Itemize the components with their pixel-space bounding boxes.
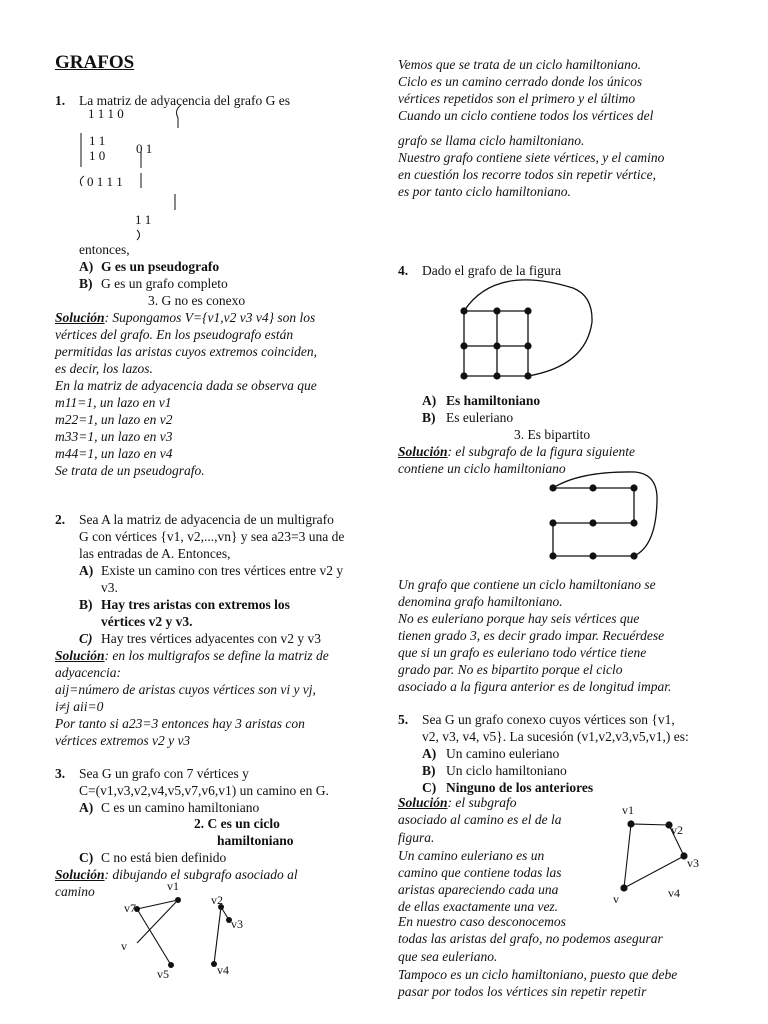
solution-line: : en los multigrafos se define la matriz de (104, 648, 329, 663)
graph-vertex (493, 372, 500, 379)
vertex-label: v4 (217, 963, 229, 977)
solution-label: Solución (55, 867, 105, 882)
solution-line: asociado al camino es el de la (398, 812, 562, 827)
solution-line: : el subgrafo (447, 795, 517, 810)
solution-line: adyacencia: (55, 665, 121, 680)
solution-line: todas las aristas del grafo, no podemos asegurar (398, 931, 663, 946)
q5-option-a-label: A) (422, 746, 437, 761)
vertex-label: v2 (211, 893, 223, 907)
matrix-row: 1 1 (135, 212, 152, 227)
q1-option-b-label: B) (79, 276, 93, 291)
q3-line: Sea G un grafo con 7 vértices y (79, 766, 249, 781)
solution-label: Solución (398, 444, 448, 459)
q5-number: 5. (398, 712, 409, 727)
q5-option-c-label: C) (422, 780, 437, 795)
q3-option-c: C no está bien definido (101, 850, 227, 865)
matrix-brackets (60, 100, 260, 240)
q4-after-line: tienen grado 3, es decir grado impar. Recuérdese (398, 628, 665, 643)
solution-line: i≠j aii=0 (55, 699, 104, 714)
q1-then: entonces, (79, 242, 130, 257)
solution-line: vértices del grafo. En los pseudografo están (55, 327, 294, 342)
graph-vertex (175, 897, 181, 903)
solution-line: Se trata de un pseudografo. (55, 463, 205, 478)
q1-option-b: G es un grafo completo (101, 276, 228, 291)
solution-line: que sea euleriano. (398, 949, 498, 964)
q4-hamiltonian-cycle (540, 466, 700, 566)
q2-option-b-label: B) (79, 597, 93, 612)
q4-option-a: Es hamiltoniano (446, 393, 541, 408)
q4-prompt: Dado el grafo de la figura (422, 263, 562, 278)
q5-option-b: Un ciclo hamiltoniano (446, 763, 567, 778)
solution-line: contiene un ciclo hamiltoniano (398, 461, 566, 476)
graph-vertex (460, 307, 467, 314)
q4-number: 4. (398, 263, 409, 278)
q2-option-b: Hay tres aristas con extremos los (101, 597, 290, 612)
q1-option-a-label: A) (79, 259, 94, 274)
right-line: en cuestión los recorre todos sin repetir vértice, (398, 167, 656, 182)
matrix-row: 1 1 (89, 133, 106, 148)
graph-vertex (524, 307, 531, 314)
q4-after-line: grado par. No es bipartito porque el ciclo (398, 662, 623, 677)
q1-prompt: La matriz de adyacencia del grafo G es (79, 93, 291, 108)
right-line: Vemos que se trata de un ciclo hamiltoniano. (398, 57, 641, 72)
solution-line: aij=número de aristas cuyos vértices son vi y vj, (55, 682, 316, 697)
right-line: Nuestro grafo contiene siete vértices, y el camino (398, 150, 665, 165)
graph-vertex (493, 342, 500, 349)
q2-option-c: Hay tres vértices adyacentes con v2 y v3 (101, 631, 322, 646)
solution-line: m44=1, un lazo en v4 (55, 446, 173, 461)
graph-vertex (493, 307, 500, 314)
q5-line: v2, v3, v4, v5}. La sucesión (v1,v2,v3,v5,v1,) es: (422, 729, 689, 744)
solution-line: m11=1, un lazo en v1 (55, 395, 172, 410)
graph-vertex (630, 484, 637, 491)
q5-option-c: Ninguno de los anteriores (446, 780, 594, 795)
matrix-row: 0 1 1 1 (87, 174, 123, 189)
graph-edge (137, 900, 178, 943)
vertex-label: v3 (687, 856, 699, 870)
graph-vertex (460, 342, 467, 349)
matrix-row: 1 0 (89, 148, 106, 163)
graph-edge (137, 900, 178, 909)
vertex-label: v1 (167, 879, 179, 893)
graph-vertex (549, 484, 556, 491)
q3-option-b: hamiltoniano (217, 833, 294, 848)
q1-solution (55, 309, 315, 326)
matrix-row: 1 1 1 0 (88, 106, 124, 121)
solution-line: Un camino euleriano es un (398, 848, 545, 863)
graph-vertex (524, 372, 531, 379)
solution-line: pasar por todos los vértices sin repetir repetir (398, 984, 647, 999)
q3-option-a-label: A) (79, 800, 94, 815)
right-line: grafo se llama ciclo hamiltoniano. (398, 133, 585, 148)
q2-line: Sea A la matriz de adyacencia de un multigrafo (79, 512, 334, 527)
q3-graph (115, 878, 275, 998)
solution-line: Tampoco es un ciclo hamiltoniano, puesto que debe (398, 967, 678, 982)
solution-line: : el subgrafo de la figura siguiente (447, 444, 636, 459)
solution-line: En la matriz de adyacencia dada se observa que (55, 378, 317, 393)
solution-line: vértices extremos v2 y v3 (55, 733, 191, 748)
graph-vertex (627, 820, 634, 827)
solution-line: de ellas exactamente una vez. (398, 899, 559, 914)
graph-vertex (549, 519, 556, 526)
q2-option-a: Existe un camino con tres vértices entre v2 y (101, 563, 344, 578)
vertex-label: v (613, 892, 619, 906)
solution-line: m33=1, un lazo en v3 (55, 429, 173, 444)
solution-line: Por tanto si a23=3 entonces hay 3 aristas con (55, 716, 305, 731)
q2-option-a-label: A) (79, 563, 94, 578)
q2-option-b: vértices v2 y v3. (101, 614, 193, 629)
vertex-label: v5 (157, 967, 169, 981)
q5-option-b-label: B) (422, 763, 436, 778)
q2-line: las entradas de A. Entonces, (79, 546, 231, 561)
q4-after-line: Un grafo que contiene un ciclo hamiltoniano se (398, 577, 656, 592)
graph-edge (214, 907, 221, 964)
right-line: Cuando un ciclo contiene todos los vértices del (398, 108, 654, 123)
solution-line: camino que contiene todas las (398, 865, 562, 880)
q4-option-b: Es euleriano (446, 410, 514, 425)
q2-solution (55, 647, 329, 664)
graph-vertex (589, 519, 596, 526)
q4-after-line: asociado a la figura anterior es de longitud impar. (398, 679, 672, 694)
q4-option-c: 3. Es bipartito (514, 427, 591, 442)
page-title: GRAFOS (55, 52, 135, 73)
q4-after-line: denomina grafo hamiltoniano. (398, 594, 563, 609)
solution-line: es decir, los lazos. (55, 361, 153, 376)
q2-line: G con vértices {v1, v2,...,vn} y sea a23=3 una de (79, 529, 345, 544)
solution-line: m22=1, un lazo en v2 (55, 412, 173, 427)
q5-solution (398, 794, 517, 811)
graph-vertex (630, 519, 637, 526)
q3-option-c-label: C) (79, 850, 94, 865)
graph-vertex (524, 342, 531, 349)
q2-number: 2. (55, 512, 66, 527)
q5-graph (605, 800, 715, 910)
vertex-label: v3 (231, 917, 243, 931)
q3-number: 3. (55, 766, 66, 781)
solution-line: : dibujando el subgrafo asociado al (104, 867, 298, 882)
graph-vertex (630, 552, 637, 559)
graph-vertex (460, 372, 467, 379)
vertex-label: v2 (671, 823, 683, 837)
q4-solution (398, 443, 635, 460)
solution-line: : Supongamos V={v1,v2 v3 v4} son los (104, 310, 316, 325)
graph-vertex (549, 552, 556, 559)
solution-label: Solución (55, 310, 105, 325)
graph-vertex (589, 484, 596, 491)
solution-line: camino (55, 884, 95, 899)
q2-option-c-label: C) (79, 631, 93, 646)
q4-after-line: que si un grafo es euleriano todo vértice tiene (398, 645, 647, 660)
vertex-label: v4 (668, 886, 680, 900)
solution-line: figura. (398, 830, 435, 845)
solution-label: Solución (398, 795, 448, 810)
vertex-label: v7 (124, 901, 136, 915)
solution-line: aristas apareciendo cada una (398, 882, 559, 897)
q1-number: 1. (55, 93, 66, 108)
matrix-row: 0 1 (136, 141, 153, 156)
q1-option-c: 3. G no es conexo (148, 293, 246, 308)
right-line: Ciclo es un camino cerrado donde los únicos (398, 74, 643, 89)
q4-option-a-label: A) (422, 393, 437, 408)
q4-option-b-label: B) (422, 410, 436, 425)
q3-option-a: C es un camino hamiltoniano (101, 800, 260, 815)
graph-vertex (620, 884, 627, 891)
q3-option-b: 2. C es un ciclo (194, 816, 280, 831)
solution-line: permitidas las aristas cuyos extremos coinciden, (55, 344, 317, 359)
q1-option-a: G es un pseudografo (101, 259, 220, 274)
q4-after-line: No es euleriano porque hay seis vértices que (398, 611, 640, 626)
right-line: es por tanto ciclo hamiltoniano. (398, 184, 571, 199)
q3-line: C=(v1,v3,v2,v4,v5,v7,v6,v1) un camino en G. (79, 783, 329, 798)
q5-line: Sea G un grafo conexo cuyos vértices son {v1, (422, 712, 675, 727)
solution-line: En nuestro caso desconocemos (398, 914, 566, 929)
graph-vertex (589, 552, 596, 559)
vertex-label: v1 (622, 803, 634, 817)
q4-grid-graph (455, 282, 615, 392)
q5-option-a: Un camino euleriano (446, 746, 560, 761)
right-line: vértices repetidos son el primero y el último (398, 91, 636, 106)
q2-option-a: v3. (101, 580, 118, 595)
solution-label: Solución (55, 648, 105, 663)
vertex-label: v (121, 939, 127, 953)
